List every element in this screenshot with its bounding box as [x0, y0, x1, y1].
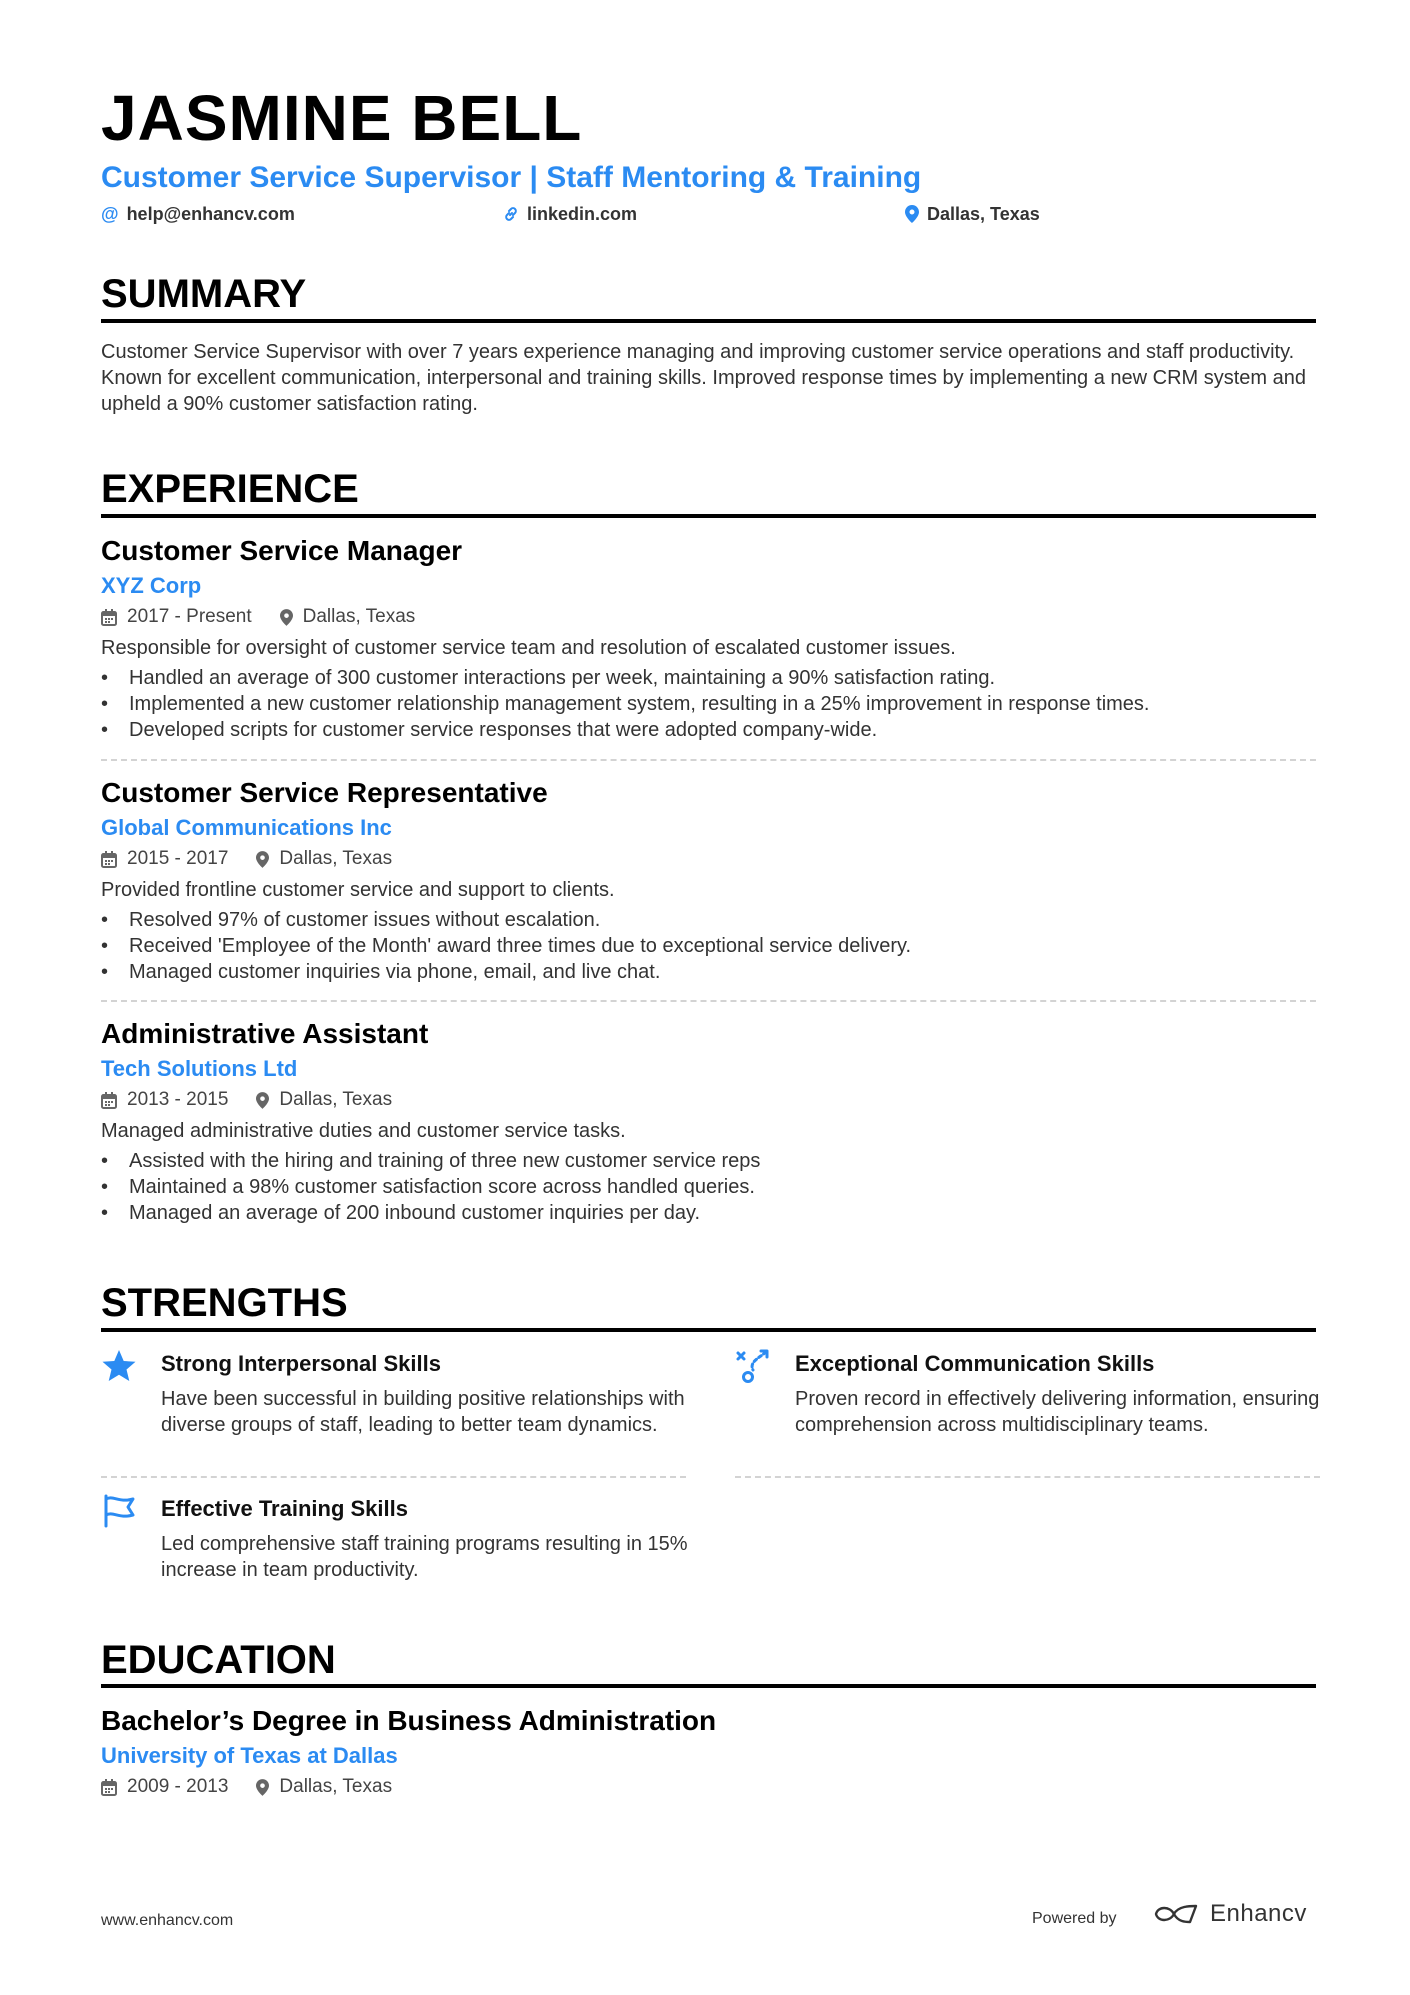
- job-role: Customer Service Representative: [101, 777, 548, 808]
- education-dates: 2009 - 2013: [127, 1776, 229, 1797]
- enhancv-logo-text: Enhancv: [1210, 1900, 1307, 1927]
- job-bullets: [101, 665, 1316, 743]
- candidate-name: JASMINE BELL: [101, 82, 583, 154]
- route-icon: [735, 1348, 771, 1384]
- location-pin-icon: [905, 205, 919, 223]
- job-role: Customer Service Manager: [101, 535, 463, 566]
- job-meta: [101, 604, 1316, 630]
- job-location: Dallas, Texas: [302, 606, 416, 627]
- job-separator: [101, 759, 1316, 761]
- job-description: Responsible for oversight of customer service team and resolution of escalated customer issues.: [101, 637, 956, 659]
- job-company[interactable]: Tech Solutions Ltd: [101, 1056, 298, 1081]
- summary-divider: [101, 319, 1316, 323]
- calendar-icon: [101, 851, 117, 868]
- job-entry: [101, 775, 1316, 985]
- location-pin-icon: [280, 609, 293, 626]
- job-bullets: [101, 1148, 1316, 1226]
- strength-separator: [735, 1476, 1320, 1478]
- list-item: • Managed an average of 200 inbound customer inquiries per day.: [101, 1200, 1316, 1226]
- strength-description: Led comprehensive staff training programs resulting in 15% increase in team productivity.: [161, 1533, 688, 1581]
- calendar-icon: [101, 1779, 117, 1796]
- list-item: • Maintained a 98% customer satisfaction score across handled queries.: [101, 1174, 1316, 1200]
- job-description: Managed administrative duties and customer service tasks.: [101, 1120, 626, 1142]
- job-dates: 2015 - 2017: [127, 848, 229, 869]
- website-text: linkedin.com: [527, 204, 638, 224]
- education-heading: EDUCATION: [101, 1638, 336, 1682]
- email-text: help@enhancv.com: [126, 204, 295, 224]
- job-bullets: [101, 907, 1316, 985]
- list-item: • Handled an average of 300 customer interactions per week, maintaining a 90% satisfaction rating.: [101, 665, 1316, 691]
- list-item: • Resolved 97% of customer issues without escalation.: [101, 907, 1316, 933]
- contact-website[interactable]: [503, 202, 637, 226]
- job-location: Dallas, Texas: [279, 848, 393, 869]
- education-degree: Bachelor’s Degree in Business Administration: [101, 1705, 717, 1736]
- job-dates: 2017 - Present: [127, 606, 252, 627]
- job-entry: [101, 533, 1316, 743]
- job-entry: [101, 1016, 1316, 1226]
- star-icon: [101, 1348, 137, 1384]
- education-school[interactable]: University of Texas at Dallas: [101, 1743, 398, 1768]
- job-meta: [101, 1087, 1316, 1113]
- job-separator: [101, 1000, 1316, 1002]
- education-location: Dallas, Texas: [279, 1776, 393, 1797]
- calendar-icon: [101, 609, 117, 626]
- job-dates: 2013 - 2015: [127, 1089, 229, 1110]
- job-meta: [101, 846, 1316, 872]
- list-item: • Implemented a new customer relationship management system, resulting in a 25% improvement in response times.: [101, 691, 1316, 717]
- enhancv-logo[interactable]: [1152, 1900, 1307, 1928]
- strength-title: Effective Training Skills: [161, 1496, 408, 1521]
- contact-email[interactable]: [101, 202, 295, 226]
- education-entry: [101, 1703, 1316, 1800]
- location-pin-icon: [256, 851, 269, 868]
- at-icon: @: [101, 204, 119, 224]
- list-item: • Received 'Employee of the Month' award three times due to exceptional service delivery.: [101, 933, 1316, 959]
- location-pin-icon: [256, 1779, 269, 1796]
- footer-url[interactable]: www.enhancv.com: [101, 1912, 234, 1929]
- calendar-icon: [101, 1092, 117, 1109]
- list-item: • Developed scripts for customer service responses that were adopted company-wide.: [101, 717, 1316, 743]
- contact-location: [905, 202, 1040, 226]
- job-location: Dallas, Texas: [279, 1089, 393, 1110]
- strength-description: Proven record in effectively delivering information, ensuring comprehension across multidisciplinary teams.: [795, 1388, 1320, 1436]
- location-pin-icon: [256, 1092, 269, 1109]
- strength-title: Strong Interpersonal Skills: [161, 1351, 441, 1376]
- summary-text: Customer Service Supervisor with over 7 years experience managing and improving customer service operations and staff productivity. Known for excellent communication, interpersonal and training skills. Improved response times by implementing a new CRM system and upheld a 90% customer satisfaction rating.: [101, 341, 1306, 415]
- experience-heading: EXPERIENCE: [101, 467, 359, 511]
- strength-title: Exceptional Communication Skills: [795, 1351, 1155, 1376]
- candidate-headline: Customer Service Supervisor | Staff Mentoring & Training: [101, 161, 922, 194]
- summary-heading: SUMMARY: [101, 272, 307, 316]
- list-item: • Assisted with the hiring and training of three new customer service reps: [101, 1148, 1316, 1174]
- job-company[interactable]: XYZ Corp: [101, 573, 202, 598]
- strength-separator: [101, 1476, 686, 1478]
- location-text: Dallas, Texas: [927, 204, 1040, 224]
- job-role: Administrative Assistant: [101, 1018, 429, 1049]
- education-meta: [101, 1774, 1316, 1800]
- footer-powered-by: Powered by: [1032, 1910, 1117, 1927]
- job-description: Provided frontline customer service and support to clients.: [101, 879, 615, 901]
- flag-icon: [101, 1493, 137, 1529]
- education-divider: [101, 1684, 1316, 1688]
- strength-description: Have been successful in building positive relationships with diverse groups of staff, leading to better team dynamics.: [161, 1388, 685, 1436]
- enhancv-logo-icon: [1152, 1902, 1200, 1926]
- experience-divider: [101, 514, 1316, 518]
- strengths-heading: STRENGTHS: [101, 1281, 348, 1325]
- link-icon: [503, 206, 519, 222]
- job-company[interactable]: Global Communications Inc: [101, 815, 392, 840]
- list-item: • Managed customer inquiries via phone, email, and live chat.: [101, 959, 1316, 985]
- strengths-divider: [101, 1328, 1316, 1332]
